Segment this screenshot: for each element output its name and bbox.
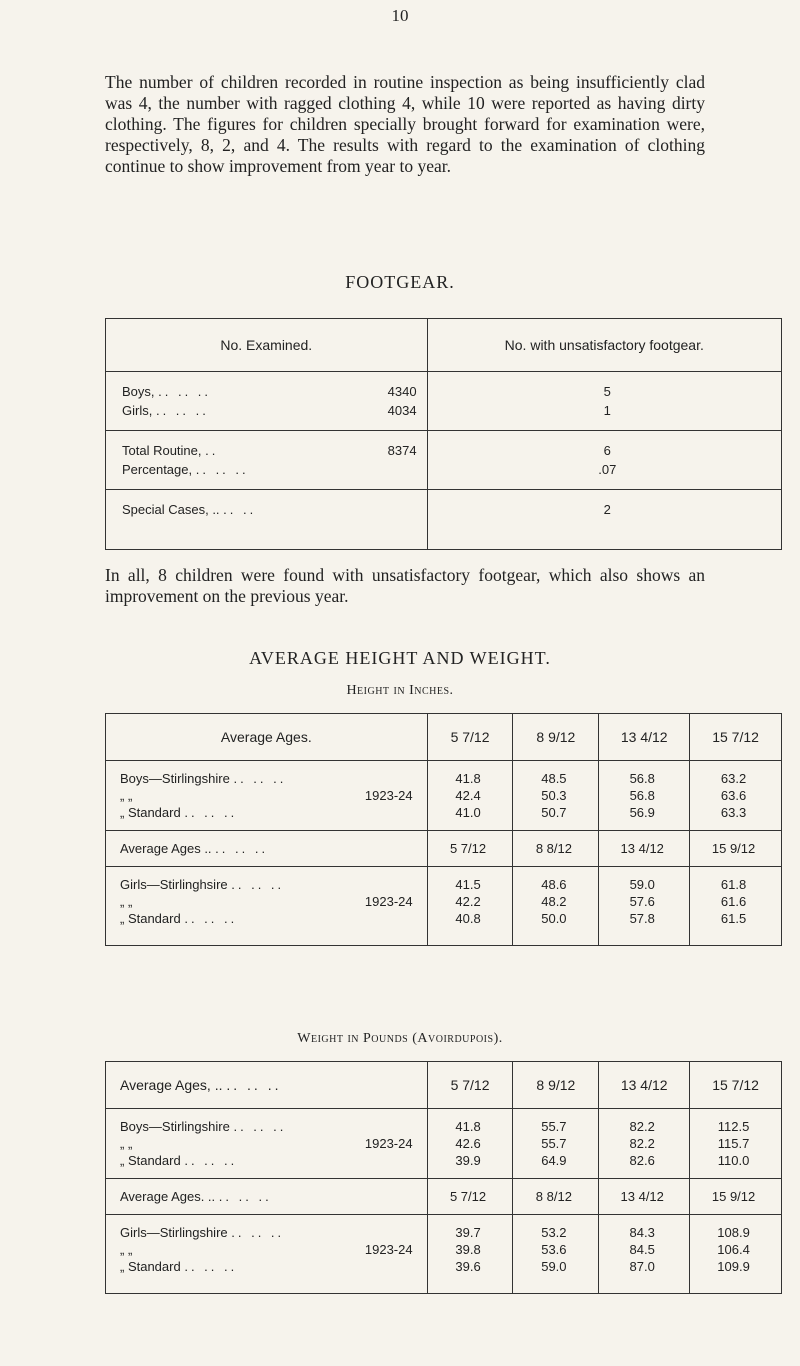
clothing-paragraph: The number of children recorded in routine inspection as being insufficiently clad was 4, the number with ragged clothing 4, while 10 were reported as having dirty clothing. The figures for children specially brought forward for examination were, respectively, 8, 2, and 4. The results with regard to the examination of clothing continue to show improvement from year to year. xyxy=(105,72,705,176)
weight-subheading: Weight in Pounds (Avoirdupois). xyxy=(297,1031,503,1046)
row-label: Boys—Stirlingshire .. .. .. xyxy=(120,771,287,786)
row-label: „ „ 1923-24 xyxy=(120,788,413,803)
row-label: „ Standard .. .. .. xyxy=(120,1259,238,1274)
age-header: 15 7/12 xyxy=(690,1062,782,1109)
height-subheading: Height in Inches. xyxy=(346,683,454,698)
footgear-line-boys: Boys, .. .. .. 4340 xyxy=(122,384,417,399)
footgear-line-total: Total Routine, .. 8374 xyxy=(122,443,417,458)
footgear-row-special xyxy=(106,490,782,550)
age-header: 8 9/12 xyxy=(513,1062,599,1109)
age-header: 15 7/12 xyxy=(690,714,782,761)
weight-header-label: Average Ages, .. .. .. .. xyxy=(106,1062,428,1109)
value-cell: 8374 xyxy=(387,443,417,458)
value-cell: 4034 xyxy=(387,403,417,418)
footgear-line-girls: Girls, .. .. .. 4034 xyxy=(122,403,417,418)
height-mid-ages-row: Average Ages .. .. .. .. 5 7/12 8 8/12 13 4/12 15 9/12 xyxy=(106,831,782,867)
row-label: Boys—Stirlingshire .. .. .. xyxy=(120,1119,287,1134)
average-height-weight-heading: AVERAGE HEIGHT AND WEIGHT. xyxy=(249,648,551,668)
footgear-line-special: Special Cases, .. .. .. xyxy=(122,502,257,517)
row-label: „ „ 1923-24 xyxy=(120,1136,413,1151)
row-label: „ Standard .. .. .. xyxy=(120,1153,238,1168)
unsat-value: 6 xyxy=(603,443,611,458)
unsat-value: 5 xyxy=(603,384,611,399)
unsat-value: 1 xyxy=(603,403,611,418)
col-header-unsatisfactory: No. with unsatisfactory footgear. xyxy=(427,319,781,372)
age-header: 13 4/12 xyxy=(599,1062,690,1109)
age-header: 13 4/12 xyxy=(599,714,690,761)
row-label: „ „ 1923-24 xyxy=(120,1242,413,1257)
weight-boys-row: Boys—Stirlingshire .. .. .. „ „ 1923-24 „ Standard .. .. .. 41.8 42.6 39.9 55.7 55.7 64.9 82.2 82.2 82.6 112.5 115.7 110.0 xyxy=(106,1109,782,1179)
age-header: 5 7/12 xyxy=(427,1062,513,1109)
footgear-heading: FOOTGEAR. xyxy=(345,272,455,292)
footgear-line-percentage: Percentage, .. .. .. xyxy=(122,462,249,477)
footgear-row-total xyxy=(106,431,782,490)
weight-mid-ages-row: Average Ages. .. .. .. .. 5 7/12 8 8/12 13 4/12 15 9/12 xyxy=(106,1179,782,1215)
age-header: 5 7/12 xyxy=(427,714,513,761)
value-cell: 4340 xyxy=(387,384,417,399)
col-header-examined: No. Examined. xyxy=(106,319,428,372)
row-label: „ Standard .. .. .. xyxy=(120,911,238,926)
row-label: „ Standard .. .. .. xyxy=(120,805,238,820)
unsat-value: .07 xyxy=(598,462,617,477)
height-girls-row: Girls—Stirlinghsire .. .. .. „ „ 1923-24 „ Standard .. .. .. 41.5 42.2 40.8 48.6 48.2 50.0 59.0 57.6 57.8 61.8 61.6 61.5 xyxy=(106,867,782,946)
row-label: Girls—Stirlingshire .. .. .. xyxy=(120,1225,285,1240)
weight-girls-row: Girls—Stirlingshire .. .. .. „ „ 1923-24 „ Standard .. .. .. 39.7 39.8 39.6 53.2 53.6 59.0 84.3 84.5 87.0 108.9 106.4 109.9 xyxy=(106,1215,782,1294)
footgear-paragraph: In all, 8 children were found with unsatisfactory footgear, which also shows an improvement on the previous year. xyxy=(105,565,705,606)
page-number: 10 xyxy=(391,6,409,25)
footgear-table xyxy=(105,318,782,550)
unsat-value: 2 xyxy=(603,502,611,517)
row-label: Girls—Stirlinghsire .. .. .. xyxy=(120,877,285,892)
weight-table xyxy=(105,1061,782,1294)
height-table xyxy=(105,713,782,946)
height-header-row xyxy=(106,714,782,761)
height-header-label: Average Ages. xyxy=(106,714,428,761)
row-label: „ „ 1923-24 xyxy=(120,894,413,909)
footgear-header-row xyxy=(106,319,782,372)
footgear-row-boys-girls xyxy=(106,372,782,431)
weight-header-row xyxy=(106,1062,782,1109)
height-boys-row: Boys—Stirlingshire .. .. .. „ „ 1923-24 „ Standard .. .. .. 41.8 42.4 41.0 48.5 50.3 50.7 56.8 56.8 56.9 63.2 63.6 63.3 xyxy=(106,761,782,831)
age-header: 8 9/12 xyxy=(513,714,599,761)
